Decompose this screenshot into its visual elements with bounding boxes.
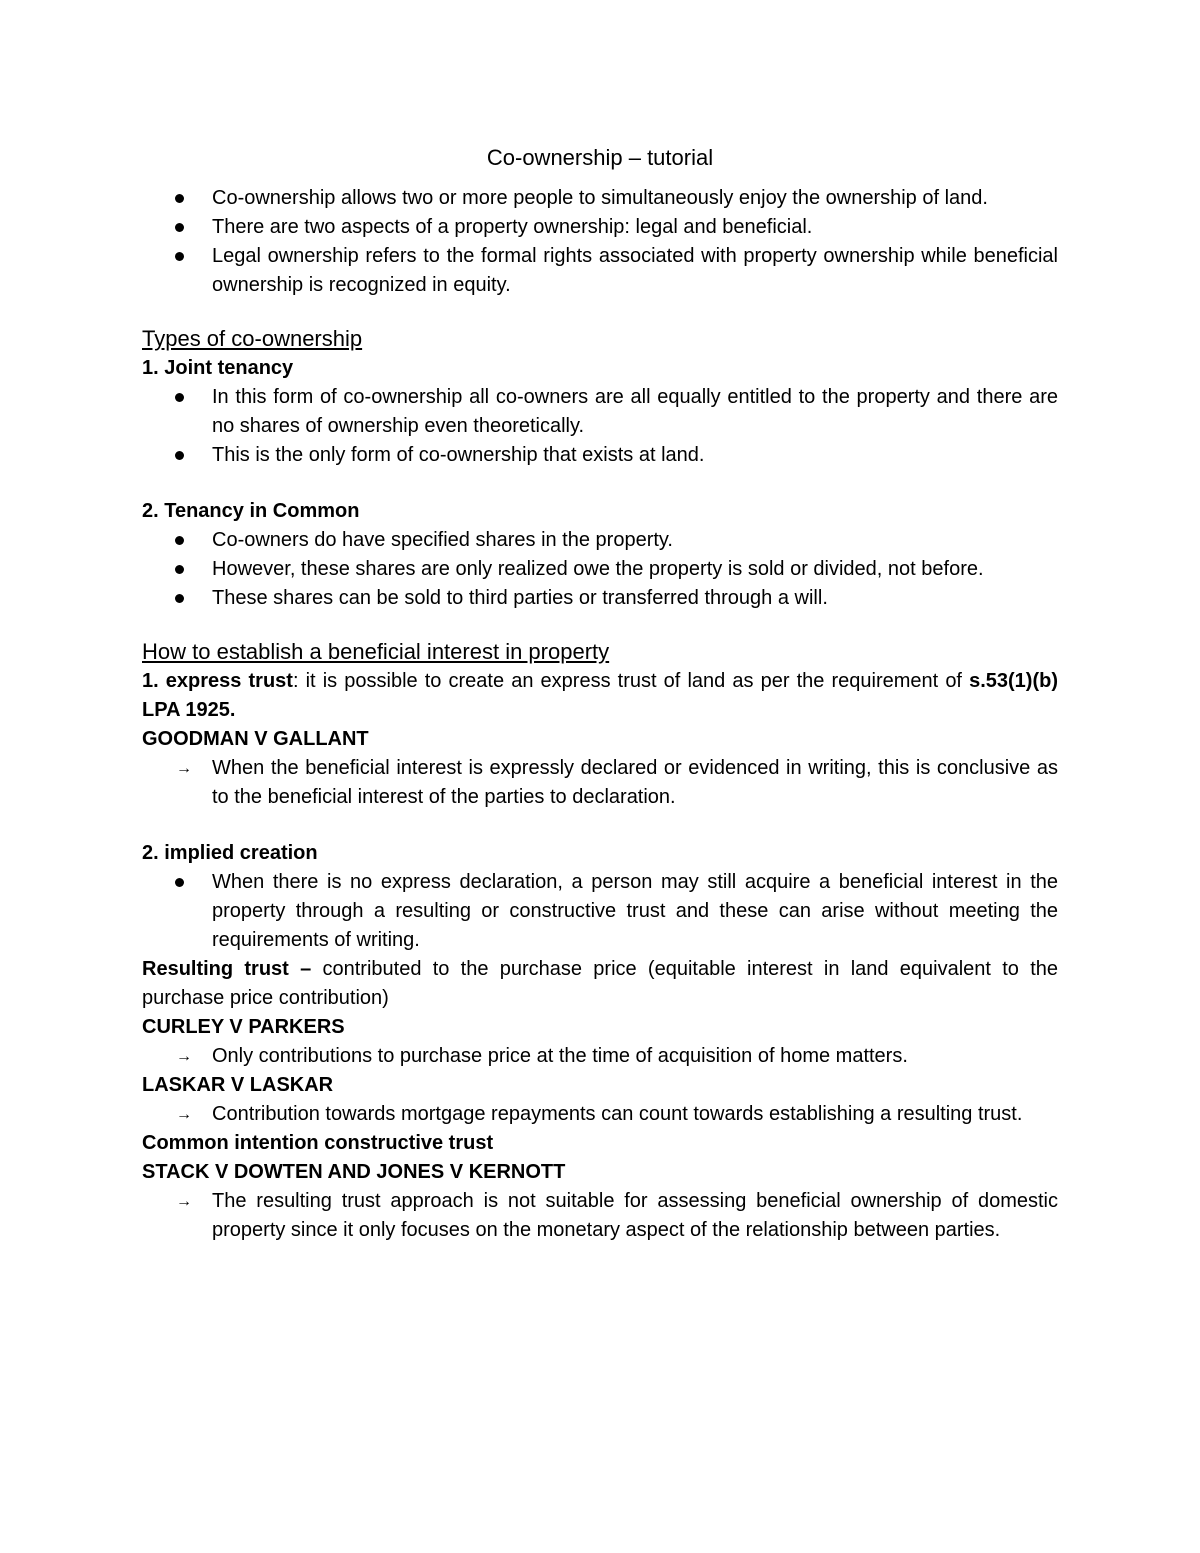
joint-tenancy-bullet-list: [142, 383, 1058, 470]
arrow-item: [142, 1042, 1058, 1071]
laskar-arrow-list: [142, 1100, 1058, 1129]
case-name-curley: CURLEY V PARKERS: [142, 1016, 345, 1038]
tenancy-in-common-heading: 2. Tenancy in Common: [142, 500, 360, 522]
curley-arrow-list: [142, 1042, 1058, 1071]
intro-bullet: Legal ownership refers to the formal rights associated with property ownership while beneficial ownership is recognized in equity.: [142, 242, 1058, 300]
arrow-right-icon: →: [176, 1193, 192, 1210]
intro-bullet: Co-ownership allows two or more people to simultaneously enjoy the ownership of land.: [142, 184, 1058, 213]
resulting-trust-label: Resulting trust –: [142, 958, 312, 980]
intro-bullet: There are two aspects of a property ownership: legal and beneficial.: [142, 213, 1058, 242]
page-title: Co-ownership – tutorial: [486, 145, 714, 170]
joint-tenancy-bullet: In this form of co-ownership all co-owners are all equally entitled to the property and there are no shares of ownership even theoretically.: [142, 383, 1058, 441]
implied-creation-bullet-list: [142, 868, 1058, 955]
document-page: [142, 140, 1058, 1245]
intro-bullet-list: [142, 184, 1058, 300]
tenancy-in-common-bullet: Co-owners do have specified shares in the property.: [142, 526, 1058, 555]
stack-arrow-list: [142, 1187, 1058, 1245]
tenancy-in-common-bullet: However, these shares are only realized owe the property is sold or divided, not before.: [142, 555, 1058, 584]
joint-tenancy-bullet: This is the only form of co-ownership that exists at land.: [142, 441, 1058, 470]
arrow-item-text: The resulting trust approach is not suitable for assessing beneficial ownership of domestic property since it only focuses on the monetary aspect of the relationship between parties.: [212, 1190, 1058, 1241]
arrow-right-icon: →: [176, 760, 192, 777]
case-name-laskar: LASKAR V LASKAR: [142, 1074, 334, 1096]
arrow-item: [142, 1100, 1058, 1129]
arrow-item-text: Only contributions to purchase price at the time of acquisition of home matters.: [212, 1045, 908, 1067]
resulting-trust-text: contributed to the purchase price (equitable interest in land equivalent to the purchase price contribution): [142, 958, 1059, 1009]
arrow-right-icon: →: [176, 1106, 192, 1123]
case-name-stack-jones: STACK V DOWTEN AND JONES V KERNOTT: [142, 1161, 566, 1183]
arrow-item: [142, 1187, 1058, 1245]
case-name-goodman: GOODMAN V GALLANT: [142, 728, 369, 750]
resulting-trust-paragraph: [142, 955, 1058, 1013]
establish-section-heading: How to establish a beneficial interest in property: [142, 639, 610, 664]
tenancy-in-common-bullet-list: [142, 526, 1058, 613]
implied-creation-bullet: When there is no express declaration, a person may still acquire a beneficial interest in the property through a resulting or constructive trust and these can arise without meeting the requirements of writing.: [142, 868, 1058, 955]
common-intention-heading: Common intention constructive trust: [142, 1132, 494, 1154]
implied-creation-heading: 2. implied creation: [142, 842, 318, 864]
arrow-item-text: When the beneficial interest is expressly declared or evidenced in writing, this is conclusive as to the beneficial interest of the parties to declaration.: [212, 757, 1058, 808]
types-section-heading: Types of co-ownership: [142, 326, 363, 351]
tenancy-in-common-bullet: These shares can be sold to third parties or transferred through a will.: [142, 584, 1058, 613]
joint-tenancy-heading: 1. Joint tenancy: [142, 357, 294, 379]
express-trust-paragraph: [142, 667, 1058, 725]
arrow-item-text: Contribution towards mortgage repayments can count towards establishing a resulting trust.: [212, 1103, 1023, 1125]
express-trust-text: : it is possible to create an express trust of land as per the requirement of: [292, 670, 970, 692]
goodman-arrow-list: [142, 754, 1058, 812]
arrow-item: [142, 754, 1058, 812]
express-trust-label: 1. express trust: [142, 670, 293, 692]
statute-reference: s.53(1)(b) LPA 1925.: [142, 670, 1058, 721]
arrow-right-icon: →: [176, 1048, 192, 1065]
